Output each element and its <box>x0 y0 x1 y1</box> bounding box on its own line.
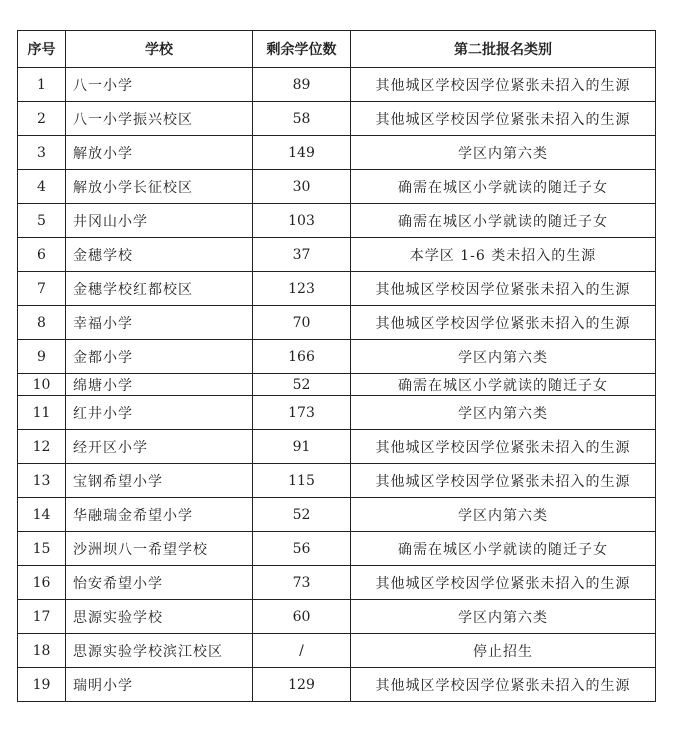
school-name: 八一小学 <box>66 68 253 102</box>
remaining-seats: 70 <box>253 306 351 340</box>
header-row <box>18 31 656 68</box>
school-name: 怡安希望小学 <box>66 566 253 600</box>
school-name: 解放小学 <box>66 136 253 170</box>
row-index: 1 <box>18 68 66 102</box>
enrollment-category: 其他城区学校因学位紧张未招入的生源 <box>351 668 656 702</box>
header-index: 序号 <box>18 31 66 68</box>
table-row <box>18 238 656 272</box>
table-row <box>18 566 656 600</box>
table-row <box>18 306 656 340</box>
enrollment-category: 学区内第六类 <box>351 340 656 374</box>
row-index: 5 <box>18 204 66 238</box>
school-name: 经开区小学 <box>66 430 253 464</box>
school-name: 井冈山小学 <box>66 204 253 238</box>
row-index: 9 <box>18 340 66 374</box>
remaining-seats: 129 <box>253 668 351 702</box>
row-index: 15 <box>18 532 66 566</box>
row-index: 2 <box>18 102 66 136</box>
remaining-seats: 60 <box>253 600 351 634</box>
school-name: 绵塘小学 <box>66 374 253 396</box>
table-row <box>18 374 656 396</box>
enrollment-category: 学区内第六类 <box>351 136 656 170</box>
school-name: 八一小学振兴校区 <box>66 102 253 136</box>
enrollment-category: 确需在城区小学就读的随迁子女 <box>351 204 656 238</box>
remaining-seats: 56 <box>253 532 351 566</box>
enrollment-category: 其他城区学校因学位紧张未招入的生源 <box>351 306 656 340</box>
remaining-seats: 103 <box>253 204 351 238</box>
header-school: 学校 <box>66 31 253 68</box>
enrollment-category: 其他城区学校因学位紧张未招入的生源 <box>351 272 656 306</box>
table-row <box>18 102 656 136</box>
table-row <box>18 532 656 566</box>
enrollment-category: 本学区 1-6 类未招入的生源 <box>351 238 656 272</box>
table-row <box>18 272 656 306</box>
enrollment-category: 其他城区学校因学位紧张未招入的生源 <box>351 464 656 498</box>
school-name: 幸福小学 <box>66 306 253 340</box>
row-index: 10 <box>18 374 66 396</box>
enrollment-category: 其他城区学校因学位紧张未招入的生源 <box>351 566 656 600</box>
remaining-seats: 52 <box>253 498 351 532</box>
enrollment-category: 确需在城区小学就读的随迁子女 <box>351 374 656 396</box>
school-name: 金穗学校红都校区 <box>66 272 253 306</box>
enrollment-category: 其他城区学校因学位紧张未招入的生源 <box>351 102 656 136</box>
remaining-seats: 52 <box>253 374 351 396</box>
enrollment-category: 其他城区学校因学位紧张未招入的生源 <box>351 68 656 102</box>
row-index: 3 <box>18 136 66 170</box>
row-index: 11 <box>18 396 66 430</box>
school-name: 解放小学长征校区 <box>66 170 253 204</box>
row-index: 18 <box>18 634 66 668</box>
remaining-seats: 123 <box>253 272 351 306</box>
remaining-seats: / <box>253 634 351 668</box>
enrollment-category: 学区内第六类 <box>351 498 656 532</box>
enrollment-category: 学区内第六类 <box>351 396 656 430</box>
row-index: 17 <box>18 600 66 634</box>
header-remaining-seats: 剩余学位数 <box>253 31 351 68</box>
header-category: 第二批报名类别 <box>351 31 656 68</box>
school-name: 宝钢希望小学 <box>66 464 253 498</box>
enrollment-category: 确需在城区小学就读的随迁子女 <box>351 532 656 566</box>
school-name: 思源实验学校滨江校区 <box>66 634 253 668</box>
school-name: 金都小学 <box>66 340 253 374</box>
table-row <box>18 668 656 702</box>
table-row <box>18 396 656 430</box>
table-row <box>18 634 656 668</box>
row-index: 8 <box>18 306 66 340</box>
remaining-seats: 149 <box>253 136 351 170</box>
row-index: 16 <box>18 566 66 600</box>
table-row <box>18 464 656 498</box>
row-index: 14 <box>18 498 66 532</box>
table-row <box>18 340 656 374</box>
table-row <box>18 68 656 102</box>
school-name: 金穗学校 <box>66 238 253 272</box>
row-index: 12 <box>18 430 66 464</box>
row-index: 6 <box>18 238 66 272</box>
school-name: 红井小学 <box>66 396 253 430</box>
remaining-seats: 73 <box>253 566 351 600</box>
remaining-seats: 115 <box>253 464 351 498</box>
remaining-seats: 91 <box>253 430 351 464</box>
table-body <box>18 68 656 702</box>
row-index: 7 <box>18 272 66 306</box>
school-name: 华融瑞金希望小学 <box>66 498 253 532</box>
remaining-seats: 37 <box>253 238 351 272</box>
enrollment-category: 学区内第六类 <box>351 600 656 634</box>
enrollment-category: 其他城区学校因学位紧张未招入的生源 <box>351 430 656 464</box>
table-row <box>18 600 656 634</box>
table-row <box>18 136 656 170</box>
school-seats-table <box>17 30 656 702</box>
school-name: 瑞明小学 <box>66 668 253 702</box>
table-row <box>18 204 656 238</box>
enrollment-category: 确需在城区小学就读的随迁子女 <box>351 170 656 204</box>
row-index: 19 <box>18 668 66 702</box>
enrollment-category: 停止招生 <box>351 634 656 668</box>
remaining-seats: 89 <box>253 68 351 102</box>
remaining-seats: 30 <box>253 170 351 204</box>
remaining-seats: 166 <box>253 340 351 374</box>
school-name: 沙洲坝八一希望学校 <box>66 532 253 566</box>
remaining-seats: 58 <box>253 102 351 136</box>
school-name: 思源实验学校 <box>66 600 253 634</box>
remaining-seats: 173 <box>253 396 351 430</box>
row-index: 13 <box>18 464 66 498</box>
table-row <box>18 170 656 204</box>
row-index: 4 <box>18 170 66 204</box>
table-row <box>18 430 656 464</box>
table-row <box>18 498 656 532</box>
